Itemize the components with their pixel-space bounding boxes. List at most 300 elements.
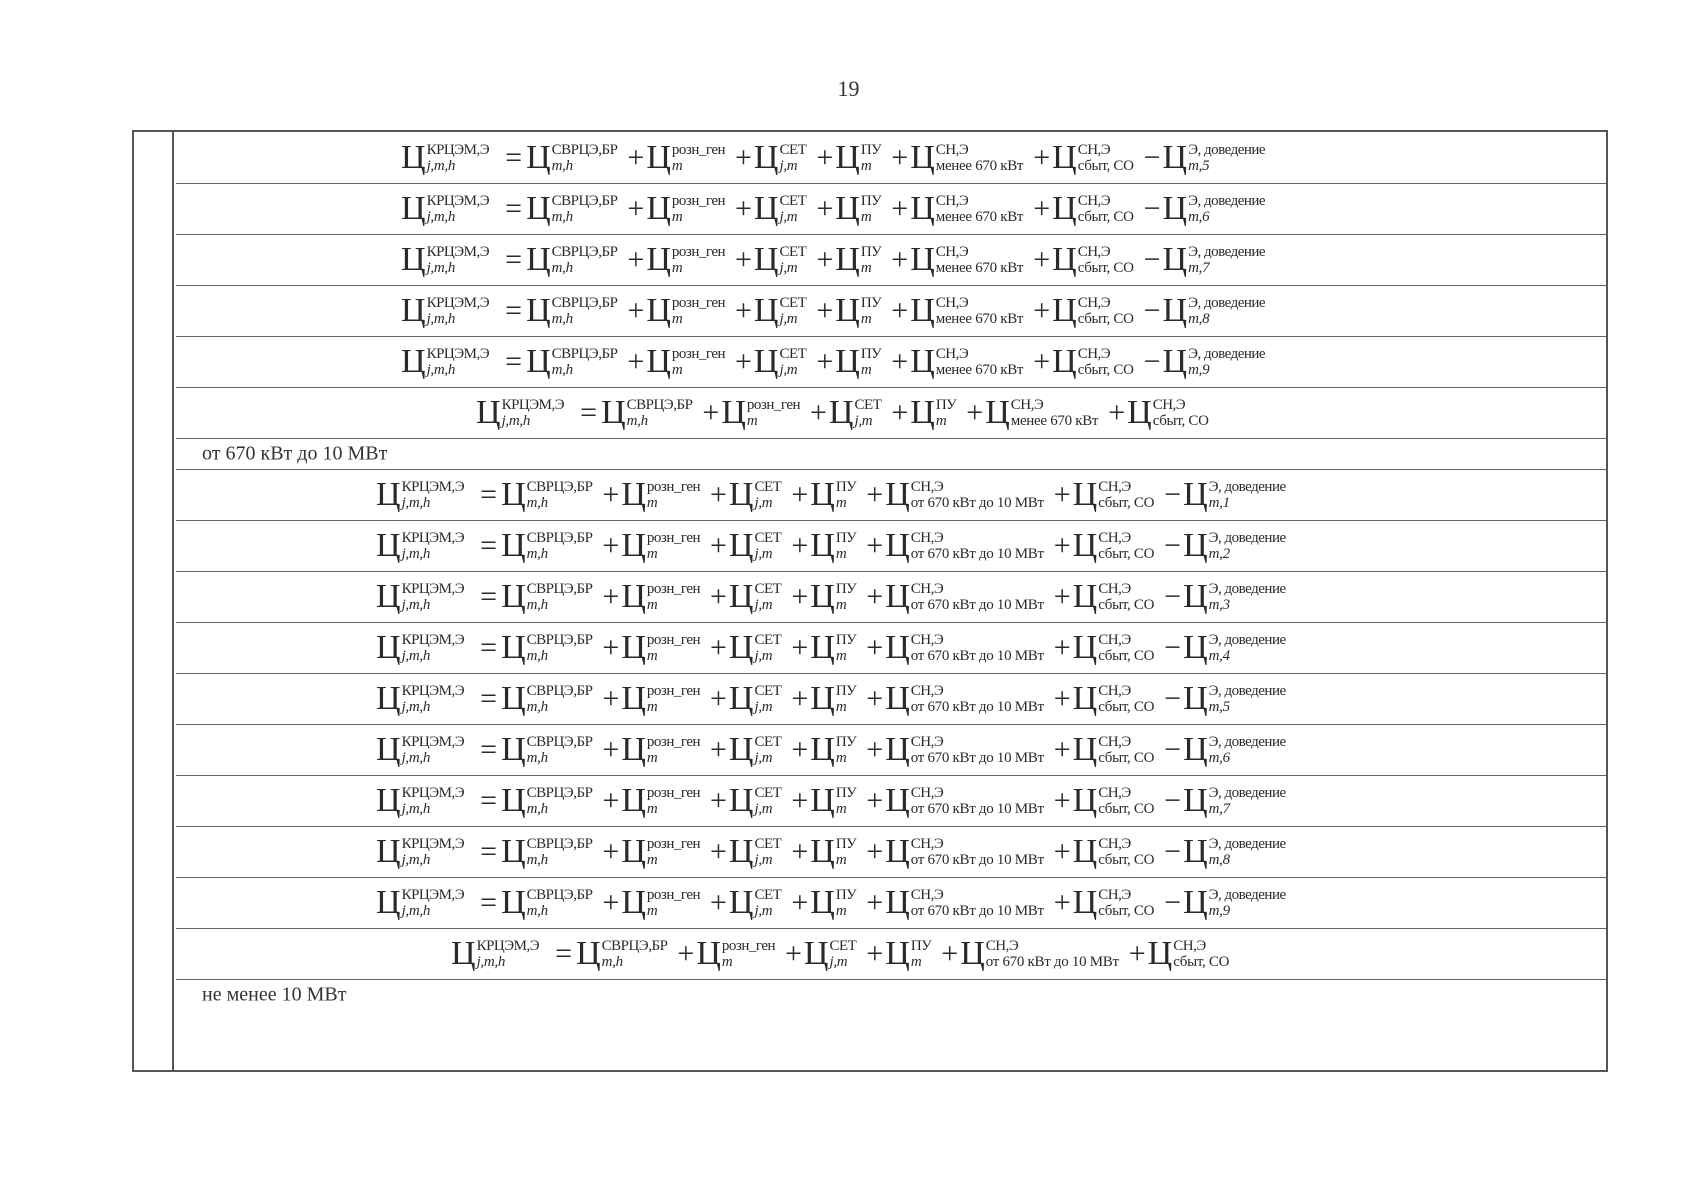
operator: + [791, 580, 809, 613]
term-subscript: j,m,h [426, 311, 456, 327]
price-symbol: Ц [885, 476, 910, 513]
svrce-term [526, 192, 617, 226]
term-superscript: СН,Э [1173, 938, 1206, 954]
formula [176, 572, 1606, 622]
term-subscript: сбыт, СО [1077, 260, 1134, 276]
term-superscript: СЕТ [754, 836, 782, 852]
term-indices [647, 836, 700, 868]
svrce-term [501, 529, 592, 563]
price-symbol: Ц [401, 292, 426, 329]
set-term [729, 478, 781, 512]
operator: + [1053, 580, 1071, 613]
price-symbol: Ц [401, 190, 426, 227]
price-symbol: Ц [810, 629, 835, 666]
rozn-gen-term [646, 192, 725, 226]
term-superscript: КРЦЭМ,Э [401, 530, 465, 546]
term-superscript: ПУ [835, 887, 857, 903]
term-indices [936, 397, 956, 429]
term-indices [1098, 785, 1154, 817]
svrce-term [501, 478, 592, 512]
operator: = [480, 835, 498, 868]
price-symbol: Ц [1072, 629, 1098, 666]
operator: + [1033, 243, 1051, 276]
term-subscript: m,h [601, 954, 623, 970]
term-indices [1209, 479, 1286, 511]
term-indices [911, 785, 1044, 817]
price-symbol: Ц [835, 190, 860, 227]
pu-term [835, 345, 881, 379]
price-symbol: Ц [1072, 782, 1098, 819]
term-subscript: m [646, 597, 658, 613]
sn-sbyt-term [1073, 580, 1154, 614]
term-subscript: m,h [526, 852, 548, 868]
formula [176, 929, 1606, 979]
term-subscript: от 670 кВт до 10 МВт [910, 597, 1044, 613]
price-symbol: Ц [501, 578, 526, 615]
term-subscript: m [835, 852, 847, 868]
term-subscript: m [646, 546, 658, 562]
price-symbol: Ц [1072, 884, 1098, 921]
price-symbol: Ц [728, 629, 754, 666]
term-superscript: СВРЦЭ,БР [526, 887, 593, 903]
term-subscript: j,m,h [401, 903, 431, 919]
term-indices [672, 142, 725, 174]
price-symbol: Ц [910, 292, 935, 329]
term-subscript: j,m,h [401, 801, 431, 817]
operator: + [966, 396, 984, 429]
price-symbol: Ц [803, 935, 829, 972]
price-symbol: Ц [621, 578, 646, 615]
price-symbol: Ц [646, 292, 671, 329]
term-superscript: Э, доведение [1188, 141, 1266, 158]
operator: − [1164, 682, 1182, 715]
sn-capacity-term [885, 529, 1044, 563]
term-indices [936, 244, 1023, 276]
price-symbol: Ц [728, 578, 754, 615]
term-subscript: m [835, 801, 847, 817]
operator: + [627, 243, 645, 276]
term-subscript: j,m [779, 209, 798, 225]
operator: = [505, 345, 523, 378]
operator: = [480, 478, 498, 511]
sn-capacity-term [885, 886, 1044, 920]
term-indices [861, 346, 881, 378]
lhs-term [376, 682, 464, 716]
rozn-gen-term [621, 886, 700, 920]
term-subscript: m,2 [1208, 546, 1230, 562]
formula-row [176, 877, 1606, 928]
term-superscript: Э, доведение [1208, 581, 1286, 597]
price-symbol: Ц [753, 138, 779, 176]
pu-term [810, 529, 856, 563]
term-superscript: СЕТ [754, 734, 782, 750]
set-term [729, 682, 781, 716]
formula [176, 470, 1606, 520]
term-subscript: j,m,h [501, 413, 531, 429]
term-indices [861, 295, 881, 327]
term-superscript: СН,Э [910, 836, 944, 852]
term-superscript: СН,Э [1098, 581, 1131, 597]
term-superscript: СЕТ [754, 785, 782, 801]
price-symbol: Ц [910, 343, 935, 380]
price-symbol: Ц [1052, 190, 1077, 227]
term-subscript: j,m,h [426, 362, 456, 378]
term-superscript: КРЦЭМ,Э [401, 785, 465, 801]
term-subscript: m [646, 750, 658, 766]
term-subscript: j,m [754, 495, 773, 511]
term-subscript: j,m [779, 260, 798, 276]
term-superscript: КРЦЭМ,Э [401, 887, 465, 903]
term-indices [936, 193, 1023, 225]
price-symbol: Ц [728, 833, 754, 870]
formula-row [176, 826, 1606, 877]
term-indices [647, 632, 700, 664]
price-symbol: Ц [621, 833, 646, 870]
dovedenie-term [1183, 784, 1286, 818]
price-symbol: Ц [376, 833, 401, 870]
term-indices [527, 734, 593, 766]
set-term [729, 733, 781, 767]
term-superscript: СВРЦЭ,БР [551, 346, 618, 362]
sn-sbyt-term [1052, 345, 1133, 379]
term-superscript: СВРЦЭ,БР [526, 734, 593, 750]
term-indices [1098, 734, 1154, 766]
price-symbol: Ц [1183, 578, 1208, 615]
price-symbol: Ц [1183, 884, 1208, 921]
term-indices [722, 938, 775, 970]
term-superscript: СН,Э [935, 193, 969, 209]
term-subscript: m [746, 413, 758, 429]
term-subscript: от 670 кВт до 10 МВт [910, 495, 1044, 511]
price-symbol: Ц [810, 476, 835, 513]
term-subscript: сбыт, СО [1098, 750, 1155, 766]
term-indices [647, 734, 700, 766]
operator: + [791, 478, 809, 511]
price-symbol: Ц [885, 782, 910, 819]
term-indices [402, 887, 465, 919]
term-subscript: j,m [754, 699, 773, 715]
price-symbol: Ц [526, 190, 551, 227]
term-subscript: менее 670 кВт [935, 311, 1024, 327]
operator: + [816, 294, 834, 327]
operator: + [891, 140, 909, 174]
price-symbol: Ц [753, 241, 779, 278]
term-subscript: j,m,h [426, 209, 456, 225]
term-superscript: розн_ген [671, 346, 725, 362]
term-subscript: m,h [551, 362, 573, 378]
set-term [754, 243, 806, 277]
price-symbol: Ц [646, 343, 671, 380]
term-subscript: m [860, 157, 872, 174]
pu-term [810, 784, 856, 818]
formula [176, 235, 1606, 285]
term-superscript: ПУ [860, 346, 882, 362]
term-subscript: сбыт, СО [1098, 648, 1155, 664]
term-indices [1209, 581, 1286, 613]
term-indices [552, 244, 618, 276]
term-subscript: менее 670 кВт [935, 209, 1024, 225]
term-superscript: СН,Э [935, 244, 969, 260]
term-subscript: j,m [754, 648, 773, 664]
operator: + [710, 886, 727, 919]
term-indices [754, 734, 781, 766]
operator: + [791, 529, 809, 562]
operator: + [866, 784, 884, 817]
term-subscript: m [671, 362, 683, 378]
term-indices [836, 734, 856, 766]
term-subscript: m [860, 362, 872, 378]
sn-sbyt-term [1073, 733, 1154, 767]
lhs-term [476, 396, 564, 430]
price-symbol: Ц [810, 578, 835, 615]
price-symbol: Ц [621, 884, 646, 921]
term-indices [427, 193, 490, 225]
term-superscript: СН,Э [1077, 295, 1111, 311]
term-subscript: m,h [526, 903, 548, 919]
price-symbol: Ц [1162, 292, 1188, 329]
operator: + [866, 682, 884, 715]
price-symbol: Ц [728, 680, 754, 717]
term-superscript: СЕТ [779, 193, 807, 209]
term-indices [1098, 887, 1154, 919]
term-superscript: СЕТ [779, 295, 807, 311]
svrce-term [501, 733, 592, 767]
term-superscript: розн_ген [671, 141, 725, 158]
term-indices [402, 581, 465, 613]
term-subscript: m,h [551, 311, 573, 327]
price-symbol: Ц [885, 680, 910, 717]
term-subscript: сбыт, СО [1077, 209, 1134, 225]
term-superscript: СВРЦЭ,БР [551, 244, 618, 260]
pu-term [835, 192, 881, 226]
dovedenie-term [1183, 529, 1286, 563]
term-superscript: СН,Э [985, 938, 1019, 954]
svrce-term [601, 396, 692, 430]
term-indices [1209, 836, 1286, 868]
formula [176, 521, 1606, 571]
term-indices [1098, 683, 1154, 715]
term-indices [936, 295, 1023, 327]
term-subscript: m,h [526, 495, 548, 511]
term-subscript: m,3 [1208, 597, 1230, 613]
pu-term [810, 580, 856, 614]
pu-term [810, 478, 856, 512]
term-indices [1188, 295, 1265, 327]
tariff-formula-table [132, 130, 1608, 1072]
term-indices [672, 193, 725, 225]
term-indices [627, 397, 693, 429]
operator: − [1143, 192, 1161, 225]
price-symbol: Ц [501, 527, 526, 564]
term-subscript: j,m [754, 852, 773, 868]
operator: − [1164, 580, 1182, 613]
term-superscript: СЕТ [754, 887, 782, 903]
rozn-gen-term [621, 631, 700, 665]
term-indices [647, 581, 700, 613]
operator: + [891, 396, 909, 429]
term-subscript: m [835, 495, 847, 511]
term-subscript: m,h [551, 209, 573, 225]
price-symbol: Ц [646, 241, 671, 278]
term-indices [402, 683, 465, 715]
lhs-term [376, 784, 464, 818]
price-symbol: Ц [728, 731, 754, 768]
svrce-term [526, 243, 617, 277]
sn-capacity-term [885, 631, 1044, 665]
sn-capacity-term [910, 345, 1023, 379]
term-superscript: СЕТ [854, 397, 882, 413]
term-indices [527, 632, 593, 664]
term-superscript: Э, доведение [1208, 479, 1286, 495]
term-indices [1098, 836, 1154, 868]
rozn-gen-term [621, 529, 700, 563]
sn-sbyt-term [1127, 396, 1208, 430]
rozn-gen-term [646, 345, 725, 379]
term-indices [861, 193, 881, 225]
operator: = [480, 886, 498, 919]
term-indices [552, 193, 618, 225]
operator: + [791, 682, 809, 715]
term-superscript: СН,Э [910, 479, 944, 495]
operator: + [710, 529, 727, 562]
price-symbol: Ц [1162, 241, 1188, 278]
rozn-gen-term [721, 396, 800, 430]
term-indices [1098, 530, 1154, 562]
term-indices [647, 530, 700, 562]
formula [176, 184, 1606, 234]
term-subscript: менее 670 кВт [935, 157, 1024, 174]
term-superscript: Э, доведение [1208, 836, 1286, 852]
term-indices [1153, 397, 1209, 429]
term-indices [527, 530, 593, 562]
operator: + [710, 631, 727, 664]
term-subscript: m,h [526, 597, 548, 613]
term-superscript: розн_ген [646, 785, 700, 801]
term-superscript: СЕТ [754, 479, 782, 495]
term-superscript: КРЦЭМ,Э [401, 632, 465, 648]
price-symbol: Ц [621, 527, 646, 564]
term-indices [779, 142, 806, 174]
price-symbol: Ц [376, 527, 401, 564]
set-term [829, 396, 881, 430]
term-indices [427, 142, 490, 174]
operator: − [1143, 243, 1161, 276]
price-symbol: Ц [526, 292, 551, 329]
term-subscript: от 670 кВт до 10 МВт [910, 852, 1044, 868]
price-symbol: Ц [910, 241, 935, 278]
price-symbol: Ц [601, 394, 626, 431]
price-symbol: Ц [501, 680, 526, 717]
term-indices [836, 887, 856, 919]
term-subscript: от 670 кВт до 10 МВт [985, 954, 1119, 970]
term-subscript: j,m,h [476, 954, 506, 970]
term-subscript: m [671, 157, 683, 174]
term-superscript: СН,Э [1098, 836, 1131, 852]
set-term [753, 138, 807, 176]
term-superscript: СН,Э [1098, 785, 1131, 801]
operator: + [602, 682, 620, 715]
term-indices [911, 632, 1044, 664]
price-symbol: Ц [1162, 343, 1188, 380]
term-indices [1209, 887, 1286, 919]
term-subscript: j,m [754, 750, 773, 766]
price-symbol: Ц [810, 833, 835, 870]
term-indices [527, 887, 593, 919]
term-indices [754, 836, 781, 868]
operator: + [1128, 937, 1146, 970]
operator: + [735, 294, 752, 327]
price-symbol: Ц [1183, 731, 1208, 768]
term-subscript: j,m [754, 597, 773, 613]
term-superscript: ПУ [935, 397, 957, 413]
section-label: от 670 кВт до 10 МВт [202, 442, 388, 465]
rozn-gen-term [621, 580, 700, 614]
term-subscript: j,m,h [401, 852, 431, 868]
term-superscript: розн_ген [671, 193, 725, 209]
term-subscript: m,8 [1188, 311, 1210, 327]
price-symbol: Ц [885, 884, 910, 921]
term-indices [836, 581, 856, 613]
sn-sbyt-term [1073, 784, 1154, 818]
term-superscript: розн_ген [646, 530, 700, 546]
term-subscript: m [860, 209, 872, 225]
term-superscript: СВРЦЭ,БР [526, 785, 593, 801]
term-superscript: СВРЦЭ,БР [601, 938, 668, 954]
term-superscript: ПУ [835, 785, 857, 801]
term-subscript: m,h [526, 546, 548, 562]
pu-term [810, 682, 856, 716]
operator: + [735, 243, 752, 276]
svrce-term [501, 886, 592, 920]
price-symbol: Ц [696, 935, 721, 972]
term-subscript: сбыт, СО [1098, 546, 1155, 562]
term-indices [1209, 530, 1286, 562]
formula [176, 337, 1606, 387]
term-subscript: m,6 [1208, 750, 1230, 766]
operator: + [627, 140, 645, 174]
term-subscript: m [835, 750, 847, 766]
price-symbol: Ц [621, 680, 646, 717]
term-superscript: розн_ген [646, 479, 700, 495]
term-indices [1188, 142, 1265, 174]
formula [176, 623, 1606, 673]
term-subscript: сбыт, СО [1077, 362, 1134, 378]
term-superscript: Э, доведение [1208, 632, 1286, 648]
operator: − [1164, 886, 1182, 919]
operator: + [602, 580, 620, 613]
term-superscript: Э, доведение [1208, 734, 1286, 750]
price-symbol: Ц [501, 782, 526, 819]
operator: + [1053, 529, 1071, 562]
term-indices [1209, 785, 1286, 817]
term-indices [1209, 683, 1286, 715]
term-superscript: КРЦЭМ,Э [501, 397, 565, 413]
svrce-term [501, 580, 592, 614]
sn-capacity-term [885, 580, 1044, 614]
term-indices [911, 581, 1044, 613]
operator: − [1164, 835, 1182, 868]
term-superscript: Э, доведение [1188, 346, 1266, 362]
price-symbol: Ц [621, 731, 646, 768]
term-subscript: j,m,h [426, 260, 456, 276]
operator: + [602, 886, 620, 919]
section-label-row [176, 438, 1606, 469]
term-subscript: j,m,h [401, 597, 431, 613]
operator: + [866, 580, 884, 613]
price-symbol: Ц [526, 343, 551, 380]
operator: + [710, 835, 727, 868]
term-subscript: m [671, 311, 683, 327]
